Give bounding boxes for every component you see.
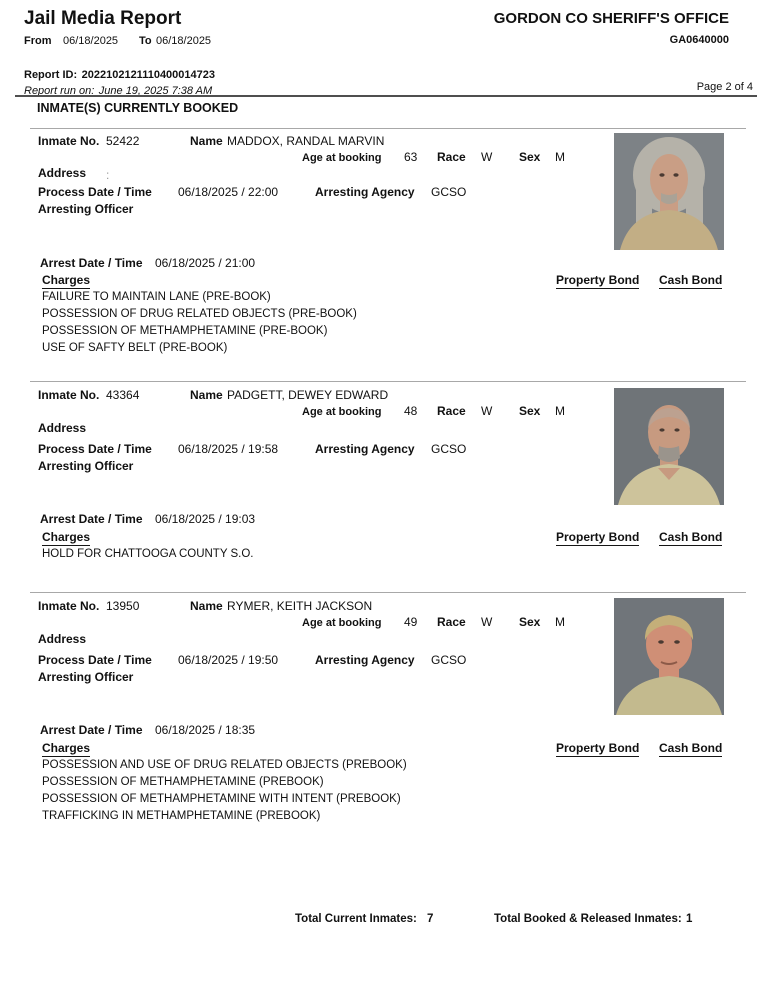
inmate-no-value: 52422 bbox=[106, 134, 140, 148]
name-value: MADDOX, RANDAL MARVIN bbox=[227, 134, 385, 148]
inmate-no-label: Inmate No. bbox=[38, 134, 100, 148]
charges-header: Charges bbox=[42, 530, 91, 544]
sex-value: M bbox=[555, 150, 565, 164]
charge-item: USE OF SAFTY BELT (PRE-BOOK) bbox=[42, 342, 228, 354]
page-title: Jail Media Report bbox=[24, 8, 182, 29]
sex-value: M bbox=[555, 615, 565, 629]
age-label: Age at booking bbox=[302, 617, 382, 629]
name-label: Name bbox=[190, 134, 223, 148]
from-date: 06/18/2025 bbox=[63, 35, 119, 47]
sex-label: Sex bbox=[519, 615, 541, 629]
arresting-officer-label: Arresting Officer bbox=[38, 202, 134, 216]
inmate-no-label: Inmate No. bbox=[38, 599, 100, 613]
cash-bond-header: Cash Bond bbox=[659, 273, 723, 287]
process-date-label: Process Date / Time bbox=[38, 442, 152, 456]
ori-number: GA0640000 bbox=[669, 34, 729, 46]
race-label: Race bbox=[437, 150, 466, 164]
age-label: Age at booking bbox=[302, 152, 382, 164]
arresting-agency-label: Arresting Agency bbox=[315, 653, 415, 667]
arresting-agency-value: GCSO bbox=[431, 653, 467, 667]
from-label: From bbox=[24, 35, 52, 47]
to-label: To bbox=[139, 35, 152, 47]
report-id-label: Report ID: bbox=[24, 69, 78, 81]
arresting-officer-label: Arresting Officer bbox=[38, 459, 134, 473]
arresting-agency-label: Arresting Agency bbox=[315, 442, 415, 456]
name-value: RYMER, KEITH JACKSON bbox=[227, 599, 373, 613]
property-bond-header: Property Bond bbox=[556, 273, 640, 287]
section-title: INMATE(S) CURRENTLY BOOKED bbox=[37, 101, 239, 115]
name-label: Name bbox=[190, 388, 223, 402]
arresting-agency-value: GCSO bbox=[431, 185, 467, 199]
block-divider bbox=[30, 592, 746, 593]
mugshot-photo bbox=[614, 598, 724, 715]
page-indicator: Page 2 of 4 bbox=[696, 81, 753, 93]
block-divider bbox=[30, 128, 746, 129]
block-divider bbox=[30, 381, 746, 382]
total-booked-released-label: Total Booked & Released Inmates: bbox=[494, 913, 682, 925]
race-label: Race bbox=[437, 615, 466, 629]
inmate-no-value: 43364 bbox=[106, 388, 140, 402]
process-date-value: 06/18/2025 / 22:00 bbox=[178, 185, 279, 199]
charges-header: Charges bbox=[42, 273, 91, 287]
property-bond-header: Property Bond bbox=[556, 741, 640, 755]
inmate-no-label: Inmate No. bbox=[38, 388, 100, 402]
inmate-block bbox=[0, 128, 773, 381]
inmate-block bbox=[0, 592, 773, 832]
report-id-value: 2022102121110400014723 bbox=[81, 69, 215, 81]
total-current-inmates-label: Total Current Inmates: bbox=[295, 913, 417, 925]
address-label: Address bbox=[38, 421, 87, 435]
arrest-date-label: Arrest Date / Time bbox=[40, 723, 143, 737]
sex-value: M bbox=[555, 404, 565, 418]
age-label: Age at booking bbox=[302, 406, 382, 418]
charge-item: POSSESSION OF METHAMPHETAMINE WITH INTENT (PREBOOK) bbox=[42, 793, 401, 805]
name-label: Name bbox=[190, 599, 223, 613]
charge-item: HOLD FOR CHATTOOGA COUNTY S.O. bbox=[42, 548, 254, 560]
age-value: 48 bbox=[404, 404, 418, 418]
race-label: Race bbox=[437, 404, 466, 418]
arresting-agency-value: GCSO bbox=[431, 442, 467, 456]
process-date-value: 06/18/2025 / 19:50 bbox=[178, 653, 279, 667]
arrest-date-value: 06/18/2025 / 21:00 bbox=[155, 256, 256, 270]
charge-item: POSSESSION OF METHAMPHETAMINE (PRE-BOOK) bbox=[42, 325, 328, 337]
charge-item: POSSESSION OF METHAMPHETAMINE (PREBOOK) bbox=[42, 776, 324, 788]
arrest-date-value: 06/18/2025 / 18:35 bbox=[155, 723, 256, 737]
charge-item: FAILURE TO MAINTAIN LANE (PRE-BOOK) bbox=[42, 291, 271, 303]
report-run-label: Report run on: bbox=[24, 85, 95, 97]
total-current-inmates-value: 7 bbox=[427, 913, 434, 925]
report-run-value: June 19, 2025 7:38 AM bbox=[98, 85, 213, 97]
charge-item: POSSESSION OF DRUG RELATED OBJECTS (PRE-BOOK) bbox=[42, 308, 357, 320]
process-date-label: Process Date / Time bbox=[38, 653, 152, 667]
address-label: Address bbox=[38, 632, 87, 646]
cash-bond-header: Cash Bond bbox=[659, 741, 723, 755]
name-value: PADGETT, DEWEY EDWARD bbox=[227, 388, 389, 402]
process-date-value: 06/18/2025 / 19:58 bbox=[178, 442, 279, 456]
header-divider bbox=[15, 95, 757, 97]
address-label: Address bbox=[38, 166, 87, 180]
race-value: W bbox=[481, 615, 493, 629]
property-bond-header: Property Bond bbox=[556, 530, 640, 544]
inmate-no-value: 13950 bbox=[106, 599, 140, 613]
address-value: : bbox=[106, 168, 110, 182]
arrest-date-label: Arrest Date / Time bbox=[40, 256, 143, 270]
cash-bond-header: Cash Bond bbox=[659, 530, 723, 544]
race-value: W bbox=[481, 150, 493, 164]
charge-item: TRAFFICKING IN METHAMPHETAMINE (PREBOOK) bbox=[42, 810, 321, 822]
to-date: 06/18/2025 bbox=[156, 35, 212, 47]
age-value: 49 bbox=[404, 615, 418, 629]
arresting-officer-label: Arresting Officer bbox=[38, 670, 134, 684]
office-name: GORDON CO SHERIFF'S OFFICE bbox=[493, 10, 729, 27]
arrest-date-label: Arrest Date / Time bbox=[40, 512, 143, 526]
arrest-date-value: 06/18/2025 / 19:03 bbox=[155, 512, 256, 526]
mugshot-photo bbox=[614, 388, 724, 505]
mugshot-photo bbox=[614, 133, 724, 250]
process-date-label: Process Date / Time bbox=[38, 185, 152, 199]
sex-label: Sex bbox=[519, 404, 541, 418]
sex-label: Sex bbox=[519, 150, 541, 164]
age-value: 63 bbox=[404, 150, 418, 164]
arresting-agency-label: Arresting Agency bbox=[315, 185, 415, 199]
charge-item: POSSESSION AND USE OF DRUG RELATED OBJECTS (PREBOOK) bbox=[42, 759, 407, 771]
race-value: W bbox=[481, 404, 493, 418]
inmate-block bbox=[0, 381, 773, 592]
total-booked-released-value: 1 bbox=[686, 913, 693, 925]
charges-header: Charges bbox=[42, 741, 91, 755]
